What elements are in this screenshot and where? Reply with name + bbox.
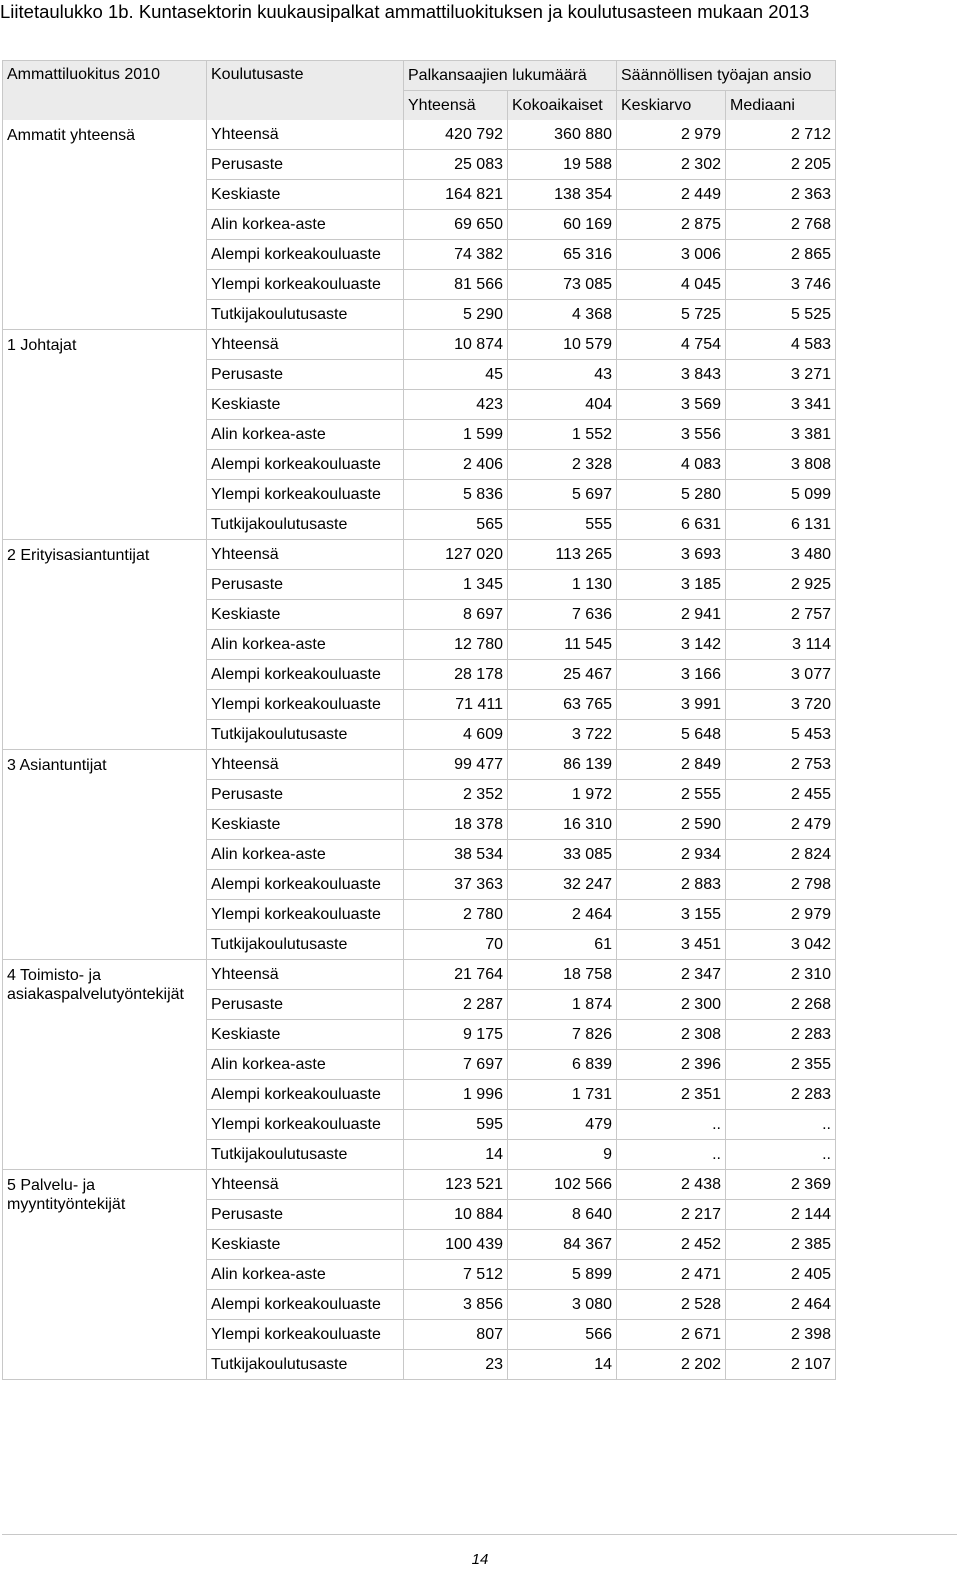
earnings-mean-cell: 3 006: [617, 240, 726, 270]
employees-fulltime-cell: 7 826: [508, 1020, 617, 1050]
employees-fulltime-cell: 63 765: [508, 690, 617, 720]
earnings-mean-cell: 2 934: [617, 840, 726, 870]
earnings-median-cell: 2 865: [726, 240, 836, 270]
earnings-median-cell: 2 464: [726, 1290, 836, 1320]
earnings-mean-cell: 2 300: [617, 990, 726, 1020]
education-cell: Alin korkea-aste: [207, 1260, 404, 1290]
earnings-median-cell: 4 583: [726, 330, 836, 360]
education-cell: Alin korkea-aste: [207, 210, 404, 240]
earnings-median-cell: 2 398: [726, 1320, 836, 1350]
employees-fulltime-cell: 5 899: [508, 1260, 617, 1290]
earnings-median-cell: 3 746: [726, 270, 836, 300]
employees-fulltime-cell: 7 636: [508, 600, 617, 630]
earnings-mean-cell: 2 528: [617, 1290, 726, 1320]
earnings-median-cell: 2 144: [726, 1200, 836, 1230]
earnings-mean-cell: 3 166: [617, 660, 726, 690]
page-number: 14: [471, 1551, 489, 1568]
employees-total-cell: 4 609: [404, 720, 508, 750]
employees-total-cell: 2 406: [404, 450, 508, 480]
earnings-median-cell: 2 768: [726, 210, 836, 240]
education-cell: Yhteensä: [207, 330, 404, 360]
employees-fulltime-cell: 84 367: [508, 1230, 617, 1260]
education-cell: Keskiaste: [207, 390, 404, 420]
employees-total-cell: 2 780: [404, 900, 508, 930]
earnings-mean-cell: 2 979: [617, 120, 726, 150]
employees-fulltime-cell: 479: [508, 1110, 617, 1140]
employees-fulltime-cell: 3 080: [508, 1290, 617, 1320]
education-cell: Tutkijakoulutusaste: [207, 300, 404, 330]
employees-fulltime-cell: 25 467: [508, 660, 617, 690]
earnings-median-cell: ..: [726, 1140, 836, 1170]
table-row: [3, 120, 836, 150]
employees-total-cell: 10 874: [404, 330, 508, 360]
earnings-median-cell: 2 753: [726, 750, 836, 780]
earnings-median-cell: 2 363: [726, 180, 836, 210]
earnings-median-cell: 5 453: [726, 720, 836, 750]
header-fulltime: Kokoaikaiset: [508, 91, 617, 121]
header-total: Yhteensä: [404, 91, 508, 121]
education-cell: Tutkijakoulutusaste: [207, 1140, 404, 1170]
earnings-median-cell: 2 268: [726, 990, 836, 1020]
employees-fulltime-cell: 43: [508, 360, 617, 390]
education-cell: Perusaste: [207, 360, 404, 390]
education-cell: Alempi korkeakouluaste: [207, 660, 404, 690]
header-mean: Keskiarvo: [617, 91, 726, 121]
earnings-mean-cell: 3 556: [617, 420, 726, 450]
education-cell: Alempi korkeakouluaste: [207, 450, 404, 480]
education-cell: Keskiaste: [207, 180, 404, 210]
employees-fulltime-cell: 19 588: [508, 150, 617, 180]
employees-fulltime-cell: 86 139: [508, 750, 617, 780]
earnings-mean-cell: 5 725: [617, 300, 726, 330]
employees-fulltime-cell: 113 265: [508, 540, 617, 570]
table-row: [3, 960, 836, 990]
table-row: [3, 330, 836, 360]
earnings-median-cell: 2 405: [726, 1260, 836, 1290]
earnings-median-cell: 3 077: [726, 660, 836, 690]
employees-total-cell: 8 697: [404, 600, 508, 630]
education-cell: Ylempi korkeakouluaste: [207, 900, 404, 930]
employees-total-cell: 9 175: [404, 1020, 508, 1050]
employees-fulltime-cell: 2 328: [508, 450, 617, 480]
employees-fulltime-cell: 5 697: [508, 480, 617, 510]
employees-total-cell: 565: [404, 510, 508, 540]
employees-fulltime-cell: 6 839: [508, 1050, 617, 1080]
earnings-mean-cell: ..: [617, 1110, 726, 1140]
employees-total-cell: 23: [404, 1350, 508, 1380]
education-cell: Alempi korkeakouluaste: [207, 240, 404, 270]
employees-total-cell: 123 521: [404, 1170, 508, 1200]
employees-total-cell: 99 477: [404, 750, 508, 780]
earnings-median-cell: 2 310: [726, 960, 836, 990]
education-cell: Keskiaste: [207, 600, 404, 630]
education-cell: Ylempi korkeakouluaste: [207, 1320, 404, 1350]
employees-fulltime-cell: 566: [508, 1320, 617, 1350]
earnings-median-cell: 2 283: [726, 1020, 836, 1050]
occupation-cell: 2 Erityisasiantuntijat: [3, 540, 207, 750]
earnings-median-cell: 2 712: [726, 120, 836, 150]
education-cell: Alin korkea-aste: [207, 420, 404, 450]
employees-fulltime-cell: 3 722: [508, 720, 617, 750]
education-cell: Yhteensä: [207, 960, 404, 990]
header-row-1: [3, 61, 836, 91]
employees-total-cell: 7 697: [404, 1050, 508, 1080]
employees-fulltime-cell: 32 247: [508, 870, 617, 900]
employees-total-cell: 74 382: [404, 240, 508, 270]
education-cell: Keskiaste: [207, 810, 404, 840]
employees-fulltime-cell: 1 130: [508, 570, 617, 600]
earnings-median-cell: 3 114: [726, 630, 836, 660]
page-title: Liitetaulukko 1b. Kuntasektorin kuukausipalkat ammattiluokituksen ja koulutusasteen mukaan 2013: [0, 1, 810, 22]
earnings-mean-cell: 3 569: [617, 390, 726, 420]
employees-total-cell: 127 020: [404, 540, 508, 570]
employees-fulltime-cell: 1 552: [508, 420, 617, 450]
employees-fulltime-cell: 138 354: [508, 180, 617, 210]
employees-total-cell: 5 836: [404, 480, 508, 510]
employees-total-cell: 3 856: [404, 1290, 508, 1320]
earnings-median-cell: 5 099: [726, 480, 836, 510]
earnings-median-cell: 2 979: [726, 900, 836, 930]
education-cell: Alin korkea-aste: [207, 840, 404, 870]
earnings-mean-cell: 2 590: [617, 810, 726, 840]
occupation-cell: 3 Asiantuntijat: [3, 750, 207, 960]
table-row: [3, 540, 836, 570]
education-cell: Ylempi korkeakouluaste: [207, 480, 404, 510]
employees-fulltime-cell: 1 874: [508, 990, 617, 1020]
education-cell: Perusaste: [207, 570, 404, 600]
employees-fulltime-cell: 2 464: [508, 900, 617, 930]
earnings-median-cell: 2 283: [726, 1080, 836, 1110]
earnings-median-cell: 3 480: [726, 540, 836, 570]
employees-fulltime-cell: 9: [508, 1140, 617, 1170]
earnings-median-cell: 2 107: [726, 1350, 836, 1380]
employees-total-cell: 423: [404, 390, 508, 420]
earnings-mean-cell: 3 843: [617, 360, 726, 390]
earnings-median-cell: 2 355: [726, 1050, 836, 1080]
employees-total-cell: 12 780: [404, 630, 508, 660]
employees-fulltime-cell: 10 579: [508, 330, 617, 360]
earnings-median-cell: 5 525: [726, 300, 836, 330]
earnings-median-cell: 3 042: [726, 930, 836, 960]
earnings-median-cell: 2 205: [726, 150, 836, 180]
education-cell: Alempi korkeakouluaste: [207, 1290, 404, 1320]
education-cell: Perusaste: [207, 780, 404, 810]
employees-total-cell: 2 352: [404, 780, 508, 810]
earnings-mean-cell: 2 449: [617, 180, 726, 210]
earnings-median-cell: 2 369: [726, 1170, 836, 1200]
occupation-cell: 1 Johtajat: [3, 330, 207, 540]
employees-fulltime-cell: 61: [508, 930, 617, 960]
occupation-cell: 4 Toimisto- ja asiakaspalvelutyöntekijät: [3, 960, 207, 1170]
employees-total-cell: 37 363: [404, 870, 508, 900]
earnings-median-cell: ..: [726, 1110, 836, 1140]
earnings-median-cell: 2 757: [726, 600, 836, 630]
earnings-median-cell: 3 808: [726, 450, 836, 480]
earnings-mean-cell: 2 396: [617, 1050, 726, 1080]
employees-total-cell: 25 083: [404, 150, 508, 180]
earnings-mean-cell: 2 347: [617, 960, 726, 990]
earnings-mean-cell: 3 991: [617, 690, 726, 720]
earnings-mean-cell: 3 693: [617, 540, 726, 570]
education-cell: Perusaste: [207, 990, 404, 1020]
earnings-mean-cell: 3 451: [617, 930, 726, 960]
employees-total-cell: 14: [404, 1140, 508, 1170]
employees-total-cell: 69 650: [404, 210, 508, 240]
employees-total-cell: 70: [404, 930, 508, 960]
employees-total-cell: 1 599: [404, 420, 508, 450]
earnings-median-cell: 3 341: [726, 390, 836, 420]
employees-total-cell: 38 534: [404, 840, 508, 870]
employees-total-cell: 1 345: [404, 570, 508, 600]
education-cell: Yhteensä: [207, 540, 404, 570]
education-cell: Alin korkea-aste: [207, 1050, 404, 1080]
employees-total-cell: 7 512: [404, 1260, 508, 1290]
earnings-mean-cell: 3 142: [617, 630, 726, 660]
earnings-mean-cell: 5 648: [617, 720, 726, 750]
earnings-mean-cell: 2 308: [617, 1020, 726, 1050]
earnings-mean-cell: ..: [617, 1140, 726, 1170]
education-cell: Ylempi korkeakouluaste: [207, 270, 404, 300]
header-education: Koulutusaste: [207, 61, 404, 121]
employees-fulltime-cell: 1 731: [508, 1080, 617, 1110]
employees-total-cell: 5 290: [404, 300, 508, 330]
education-cell: Ylempi korkeakouluaste: [207, 1110, 404, 1140]
earnings-mean-cell: 2 471: [617, 1260, 726, 1290]
employees-total-cell: 71 411: [404, 690, 508, 720]
earnings-median-cell: 2 385: [726, 1230, 836, 1260]
employees-fulltime-cell: 360 880: [508, 120, 617, 150]
employees-total-cell: 100 439: [404, 1230, 508, 1260]
employees-fulltime-cell: 18 758: [508, 960, 617, 990]
employees-total-cell: 45: [404, 360, 508, 390]
earnings-median-cell: 3 720: [726, 690, 836, 720]
earnings-mean-cell: 2 351: [617, 1080, 726, 1110]
employees-total-cell: 28 178: [404, 660, 508, 690]
earnings-mean-cell: 2 217: [617, 1200, 726, 1230]
education-cell: Yhteensä: [207, 750, 404, 780]
employees-fulltime-cell: 4 368: [508, 300, 617, 330]
earnings-median-cell: 3 381: [726, 420, 836, 450]
earnings-mean-cell: 2 875: [617, 210, 726, 240]
earnings-mean-cell: 2 849: [617, 750, 726, 780]
education-cell: Tutkijakoulutusaste: [207, 720, 404, 750]
earnings-mean-cell: 2 671: [617, 1320, 726, 1350]
employees-fulltime-cell: 404: [508, 390, 617, 420]
employees-total-cell: 10 884: [404, 1200, 508, 1230]
earnings-mean-cell: 3 185: [617, 570, 726, 600]
employees-total-cell: 81 566: [404, 270, 508, 300]
earnings-median-cell: 6 131: [726, 510, 836, 540]
earnings-median-cell: 2 798: [726, 870, 836, 900]
earnings-median-cell: 2 455: [726, 780, 836, 810]
earnings-mean-cell: 2 941: [617, 600, 726, 630]
employees-fulltime-cell: 60 169: [508, 210, 617, 240]
employees-total-cell: 1 996: [404, 1080, 508, 1110]
earnings-mean-cell: 3 155: [617, 900, 726, 930]
earnings-median-cell: 2 824: [726, 840, 836, 870]
earnings-mean-cell: 2 302: [617, 150, 726, 180]
education-cell: Alempi korkeakouluaste: [207, 870, 404, 900]
employees-total-cell: 21 764: [404, 960, 508, 990]
footer-divider: [2, 1534, 957, 1535]
salary-table: [2, 60, 836, 1380]
earnings-median-cell: 2 479: [726, 810, 836, 840]
header-occupation: Ammattiluokitus 2010: [3, 61, 207, 121]
earnings-mean-cell: 5 280: [617, 480, 726, 510]
earnings-mean-cell: 2 452: [617, 1230, 726, 1260]
education-cell: Tutkijakoulutusaste: [207, 510, 404, 540]
employees-fulltime-cell: 16 310: [508, 810, 617, 840]
employees-fulltime-cell: 555: [508, 510, 617, 540]
education-cell: Ylempi korkeakouluaste: [207, 690, 404, 720]
employees-fulltime-cell: 1 972: [508, 780, 617, 810]
earnings-mean-cell: 2 438: [617, 1170, 726, 1200]
earnings-mean-cell: 4 045: [617, 270, 726, 300]
earnings-mean-cell: 4 083: [617, 450, 726, 480]
employees-fulltime-cell: 11 545: [508, 630, 617, 660]
education-cell: Tutkijakoulutusaste: [207, 930, 404, 960]
earnings-mean-cell: 2 555: [617, 780, 726, 810]
employees-total-cell: 2 287: [404, 990, 508, 1020]
earnings-mean-cell: 4 754: [617, 330, 726, 360]
table-body: [3, 120, 836, 1380]
education-cell: Yhteensä: [207, 1170, 404, 1200]
employees-fulltime-cell: 33 085: [508, 840, 617, 870]
table-row: [3, 1170, 836, 1200]
earnings-median-cell: 3 271: [726, 360, 836, 390]
table-row: [3, 750, 836, 780]
occupation-cell: Ammatit yhteensä: [3, 120, 207, 330]
header-earnings-group: Säännöllisen työajan ansio: [617, 61, 836, 91]
earnings-median-cell: 2 925: [726, 570, 836, 600]
employees-fulltime-cell: 102 566: [508, 1170, 617, 1200]
education-cell: Alempi korkeakouluaste: [207, 1080, 404, 1110]
employees-fulltime-cell: 65 316: [508, 240, 617, 270]
employees-total-cell: 420 792: [404, 120, 508, 150]
employees-fulltime-cell: 73 085: [508, 270, 617, 300]
employees-total-cell: 595: [404, 1110, 508, 1140]
education-cell: Yhteensä: [207, 120, 404, 150]
earnings-mean-cell: 2 202: [617, 1350, 726, 1380]
education-cell: Alin korkea-aste: [207, 630, 404, 660]
employees-total-cell: 164 821: [404, 180, 508, 210]
education-cell: Tutkijakoulutusaste: [207, 1350, 404, 1380]
education-cell: Perusaste: [207, 150, 404, 180]
employees-total-cell: 18 378: [404, 810, 508, 840]
occupation-cell: 5 Palvelu- ja myyntityöntekijät: [3, 1170, 207, 1380]
header-median: Mediaani: [726, 91, 836, 121]
employees-total-cell: 807: [404, 1320, 508, 1350]
header-employees-group: Palkansaajien lukumäärä: [404, 61, 617, 91]
earnings-mean-cell: 6 631: [617, 510, 726, 540]
education-cell: Keskiaste: [207, 1230, 404, 1260]
education-cell: Keskiaste: [207, 1020, 404, 1050]
education-cell: Perusaste: [207, 1200, 404, 1230]
employees-fulltime-cell: 8 640: [508, 1200, 617, 1230]
earnings-mean-cell: 2 883: [617, 870, 726, 900]
employees-fulltime-cell: 14: [508, 1350, 617, 1380]
